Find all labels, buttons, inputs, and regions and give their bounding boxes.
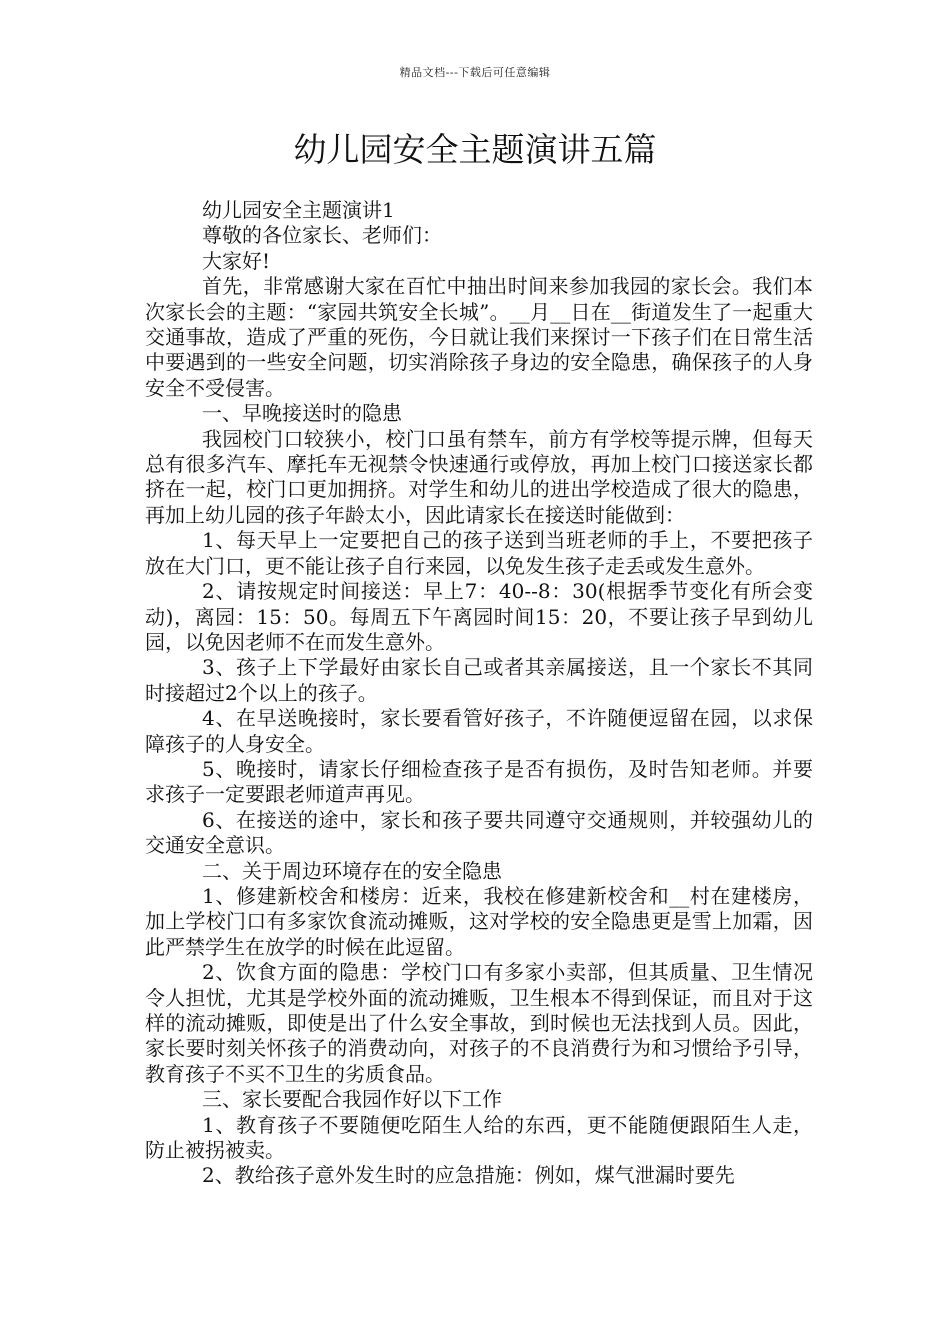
list-item: 2、饮食方面的隐患：学校门口有多家小卖部，但其质量、卫生情况令人担忧，尤其是学校外面的流动摊贩，卫生根本不得到保证，而且对于这样的流动摊贩，即使是出了什么安全事故，到时候也无法找到人员。因此，家长要时刻关怀孩子的消费动向，对孩子的不良消费行为和习惯给予引导，教育孩子不买不卫生的劣质食品。	[145, 960, 813, 1086]
salutation: 尊敬的各位家长、老师们：	[202, 223, 442, 248]
section-heading: 二、关于周边环境存在的安全隐患	[202, 858, 502, 883]
list-item: 6、在接送的途中，家长和孩子要共同遵守交通规则，并较强幼儿的交通安全意识。	[145, 807, 813, 858]
list-item: 3、孩子上下学最好由家长自己或者其亲属接送，且一个家长不其同时接超过2个以上的孩子。	[145, 655, 813, 705]
speech-heading: 幼儿园安全主题演讲1	[202, 198, 395, 222]
list-item: 5、晚接时，请家长仔细检查孩子是否有损伤，及时告知老师。并要求孩子一定要跟老师道声再见。	[145, 756, 813, 807]
list-item: 2、教给孩子意外发生时的应急措施：例如，煤气泄漏时要先	[202, 1163, 735, 1188]
body-paragraph: 我园校门口较狭小，校门口虽有禁车，前方有学校等提示牌，但每天总有很多汽车、摩托车无视禁令快速通行或停放，再加上校门口接送家长都挤在一起，校门口更加拥挤。对学生和幼儿的进出学校造成了很大的隐患，再加上幼儿园的孩子年龄太小，因此请家长在接送时能做到：	[145, 426, 813, 527]
list-item: 1、修建新校舍和楼房：近来，我校在修建新校舍和__村在建楼房，加上学校门口有多家饮食流动摊贩，这对学校的安全隐患更是雪上加霜，因此严禁学生在放学的时候在此逗留。	[145, 883, 813, 959]
body-paragraph: 首先，非常感谢大家在百忙中抽出时间来参加我园的家长会。我们本次家长会的主题：“家园共筑安全长城”。__月__日在__街道发生了一起重大交通事故，造成了严重的死伤，今日就让我们来探讨一下孩子们在日常生活中要遇到的一些安全问题，切实消除孩子身边的安全隐患，确保孩子的人身安全不受侵害。	[145, 274, 813, 400]
section-heading: 一、早晚接送时的隐患	[202, 401, 402, 426]
document-body	[145, 198, 813, 1189]
list-item: 4、在早送晚接时，家长要看管好孩子，不许随便逗留在园，以求保障孩子的人身安全。	[145, 706, 813, 756]
page-header: 精品文档---下载后可任意编辑	[399, 66, 551, 79]
list-item: 1、教育孩子不要随便吃陌生人给的东西，更不能随便跟陌生人走，防止被拐被卖。	[145, 1112, 813, 1163]
section-heading: 三、家长要配合我园作好以下工作	[202, 1087, 502, 1112]
list-item: 1、每天早上一定要把自己的孩子送到当班老师的手上，不要把孩子放在大门口，更不能让孩子自行来园，以免发生孩子走丢或发生意外。	[145, 528, 813, 578]
document-title: 幼儿园安全主题演讲五篇	[293, 130, 657, 169]
greeting: 大家好!	[202, 248, 271, 273]
list-item: 2、请按规定时间接送：早上7：40--8：30(根据季节变化有所会变动)，离园：15：50。每周五下午离园时间15：20，不要让孩子早到幼儿园，以免因老师不在而发生意外。	[145, 579, 813, 654]
